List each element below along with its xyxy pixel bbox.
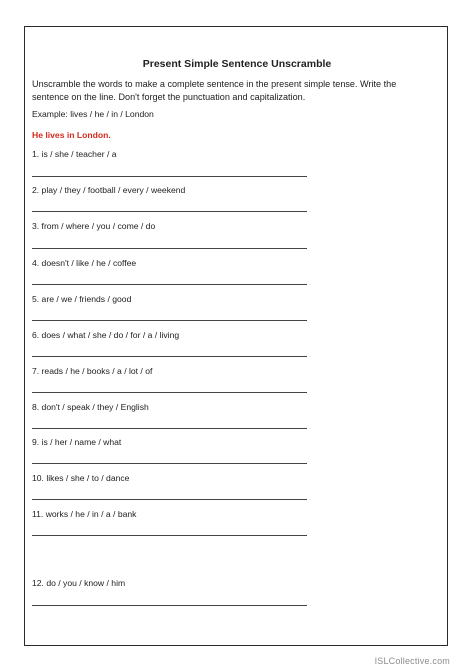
exercise-prompt: 8. don't / speak / they / English [32, 402, 149, 412]
answer-line[interactable] [32, 356, 307, 357]
exercise-prompt: 9. is / her / name / what [32, 437, 122, 447]
answer-line[interactable] [32, 320, 307, 321]
answer-line[interactable] [32, 392, 307, 393]
answer-line[interactable] [32, 176, 307, 177]
exercise-8 [32, 402, 312, 413]
example-answer: He lives in London. [32, 130, 111, 140]
worksheet-title: Present Simple Sentence Unscramble [142, 58, 332, 70]
exercise-prompt: 7. reads / he / books / a / lot / of [32, 366, 153, 376]
answer-line[interactable] [32, 535, 307, 536]
answer-line[interactable] [32, 605, 307, 606]
exercise-4 [32, 258, 312, 269]
exercise-3 [32, 221, 312, 232]
answer-line[interactable] [32, 211, 307, 212]
exercise-6 [32, 330, 312, 341]
instructions-text: Unscramble the words to make a complete sentence in the present simple tense. Write the sentence on the line. Don't forget the punctuation and capitalization. [32, 79, 397, 102]
site-watermark: ISLCollective.com [374, 656, 450, 666]
exercise-prompt: 1. is / she / teacher / a [32, 149, 117, 159]
exercise-12 [32, 578, 312, 589]
exercise-prompt: 11. works / he / in / a / bank [32, 509, 137, 519]
answer-line[interactable] [32, 428, 307, 429]
answer-line[interactable] [32, 463, 307, 464]
exercise-7 [32, 366, 312, 377]
answer-line[interactable] [32, 284, 307, 285]
exercise-prompt: 6. does / what / she / do / for / a / living [32, 330, 180, 340]
exercise-prompt: 12. do / you / know / him [32, 578, 126, 588]
exercise-prompt: 4. doesn't / like / he / coffee [32, 258, 137, 268]
exercise-11 [32, 509, 312, 520]
exercise-10 [32, 473, 312, 484]
example-prompt: Example: lives / he / in / London [32, 109, 154, 119]
exercise-5 [32, 294, 312, 305]
exercise-9 [32, 437, 312, 448]
answer-line[interactable] [32, 248, 307, 249]
answer-line[interactable] [32, 499, 307, 500]
exercise-prompt: 10. likes / she / to / dance [32, 473, 130, 483]
exercise-prompt: 2. play / they / football / every / weekend [32, 185, 186, 195]
exercise-prompt: 5. are / we / friends / good [32, 294, 132, 304]
exercise-prompt: 3. from / where / you / come / do [32, 221, 156, 231]
exercise-2 [32, 185, 312, 196]
exercise-1 [32, 149, 312, 160]
